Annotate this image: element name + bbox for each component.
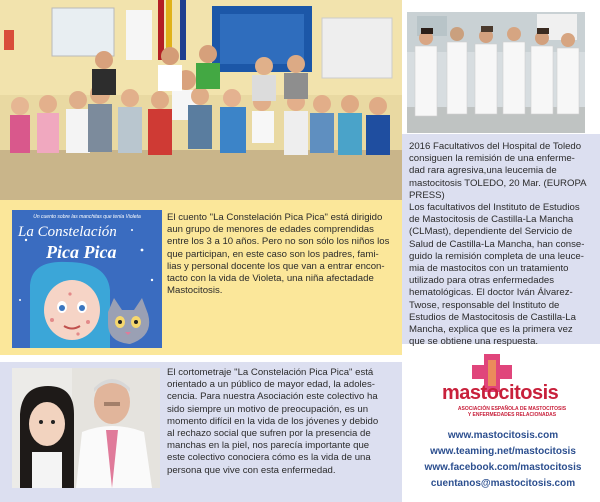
group-photo [0,0,402,200]
film-line: cencia. Para nuestra Asociación este colectivo ha [167,391,378,403]
news-line: mia de mastocitos con un tratamiento [409,263,569,275]
film-line: persona que vive con esta enfermedad. [167,464,336,476]
association-logo [436,350,582,422]
news-line: guido la remisión completa de una leuce- [409,250,584,262]
link-website[interactable]: www.mastocitosis.com [447,430,559,441]
news-line: Estudios de Mastocitosis de Castilla-La [409,311,576,323]
news-line: Twose, responsable del Instituto de [409,299,560,311]
link-email[interactable]: cuentanos@mastocitosis.com [430,478,576,489]
link-facebook[interactable]: www.facebook.com/mastocitosis [424,462,582,473]
news-line: dad rara agresiva,una leucemia de [409,165,557,177]
book-line: El cuento "La Constelación Pica Pica" está dirigido [167,212,383,223]
book-line: Mastocitosis. [167,285,223,297]
book-line: tacto con la vida de Violeta, una niña afectadade [167,273,374,285]
logo-subtitle-1: ASOCIACIÓN ESPAÑOLA DE MASTOCITOSIS [457,406,567,412]
news-line: que se obtiene una respuesta. [409,336,539,348]
book-line: que participan, en este caso son los padres, fami- [167,248,379,260]
film-photo [12,368,160,488]
news-line: hematológicas. El doctor Iván Álvarez- [409,287,573,299]
film-text [167,367,399,477]
book-line: aun grupo de menores de edades comprendidas [167,224,374,236]
film-line: manchas en la piel, nos parecía importante que [167,440,370,452]
news-line: mastocitosis TOLEDO, 20 Mar. (EUROPA [409,177,587,189]
news-line: Salud de Castilla-La Mancha, han conse- [409,238,585,250]
book-cover-title-2: Pica Pica [46,242,117,262]
film-line: momento difícil en la vida de los jóvenes y debido [167,415,379,427]
news-line: (CLMast), dependiente del Servicio de [409,226,573,238]
film-line: este colectivo conociera cómo es la vida de una [167,452,371,464]
news-line: PRESS) [409,189,445,201]
logo-subtitle-2: Y ENFERMEDADES RELACIONADAS [467,412,557,418]
book-line: lias y personal docente los que van a entrar encon- [167,260,385,272]
news-line: de Mastocitosis de Castilla-La Mancha [409,214,574,226]
film-line: sido siempre un motivo de preocupación, es un [167,403,369,415]
news-line: Los facultativos del Instituto de Estudios [409,202,580,214]
film-line: El cortometraje "La Constelación Pica Pica" está [167,367,374,378]
book-cover [12,210,162,348]
book-line: entre los 3 a 10 años. Pero no son sólo los niños los [167,236,390,248]
film-line: al rechazo social que sufren por la presencia de [167,428,371,440]
contact-links [410,428,596,492]
book-cover-title-1: La Constelación [18,224,117,240]
news-line: Mancha, explica que es la primera vez [409,324,573,336]
news-text [409,141,596,348]
news-line: utilizado para otras enfermedades [409,275,555,287]
link-teaming[interactable]: www.teaming.net/mastocitosis [430,446,576,457]
news-line: 2016 Facultativos del Hospital de Toledo [409,141,582,152]
film-line: orientado a un público de mayor edad, la adoles- [167,379,376,391]
news-line: consiguen la remisión de una enferme- [409,153,575,165]
doctors-photo [407,12,585,133]
book-text [167,212,399,297]
logo-wordmark: mastocitosis [442,382,559,404]
book-cover-tagline: Un cuento sobre las manchitas que tenía Violeta [33,214,141,220]
